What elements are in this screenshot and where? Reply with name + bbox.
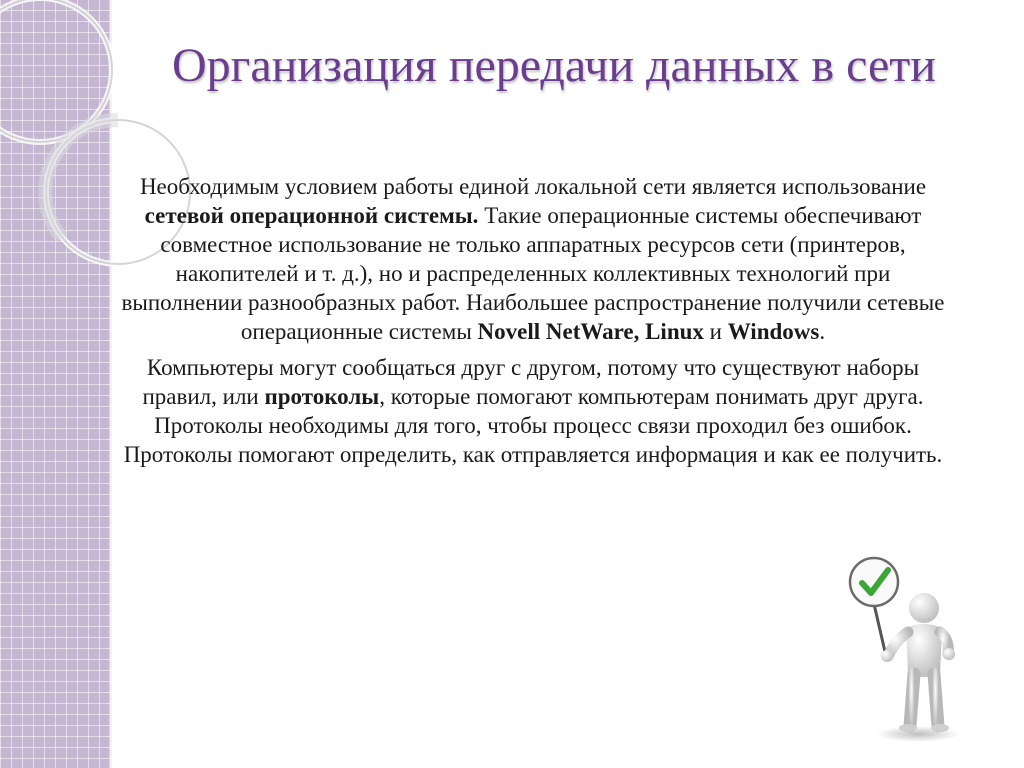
bold-term: сетевой операционной системы.	[144, 203, 479, 228]
slide-title: Организация передачи данных в сети	[172, 39, 936, 92]
text-run: Такие операционные системы обеспечивают совместное использование не только аппаратных ресурсов сети (принтеров, накопителей и т. д.), но и распределенных коллективных технологий при выполнении разнообразных работ. Наибольшее распространение получили сетевые операционные системы	[121, 203, 945, 344]
bold-term: Novell NetWare, Linux	[477, 319, 704, 344]
bold-term: Windows	[727, 319, 820, 344]
text-run: , которые помогают компьютерам понимать друг друга. Протоколы необходимы для того, чтобы процесс связи проходил без ошибок. Протоколы помогают определить, как отправляется информация и как ее получить.	[123, 384, 943, 467]
text-run: Необходимым условием работы единой локальной сети является использование	[139, 174, 927, 199]
text-run: .	[819, 319, 826, 344]
slide-body	[118, 172, 948, 476]
text-run: и	[703, 319, 728, 344]
text-run: Компьютеры могут сообщаться друг с другом, потому что существуют наборы правил, или	[142, 355, 920, 409]
paragraph-protocols	[118, 353, 948, 469]
bold-term: протоколы	[264, 384, 380, 409]
person-with-checkmark-sign-icon	[836, 556, 976, 746]
paragraph-network-os	[118, 172, 948, 346]
